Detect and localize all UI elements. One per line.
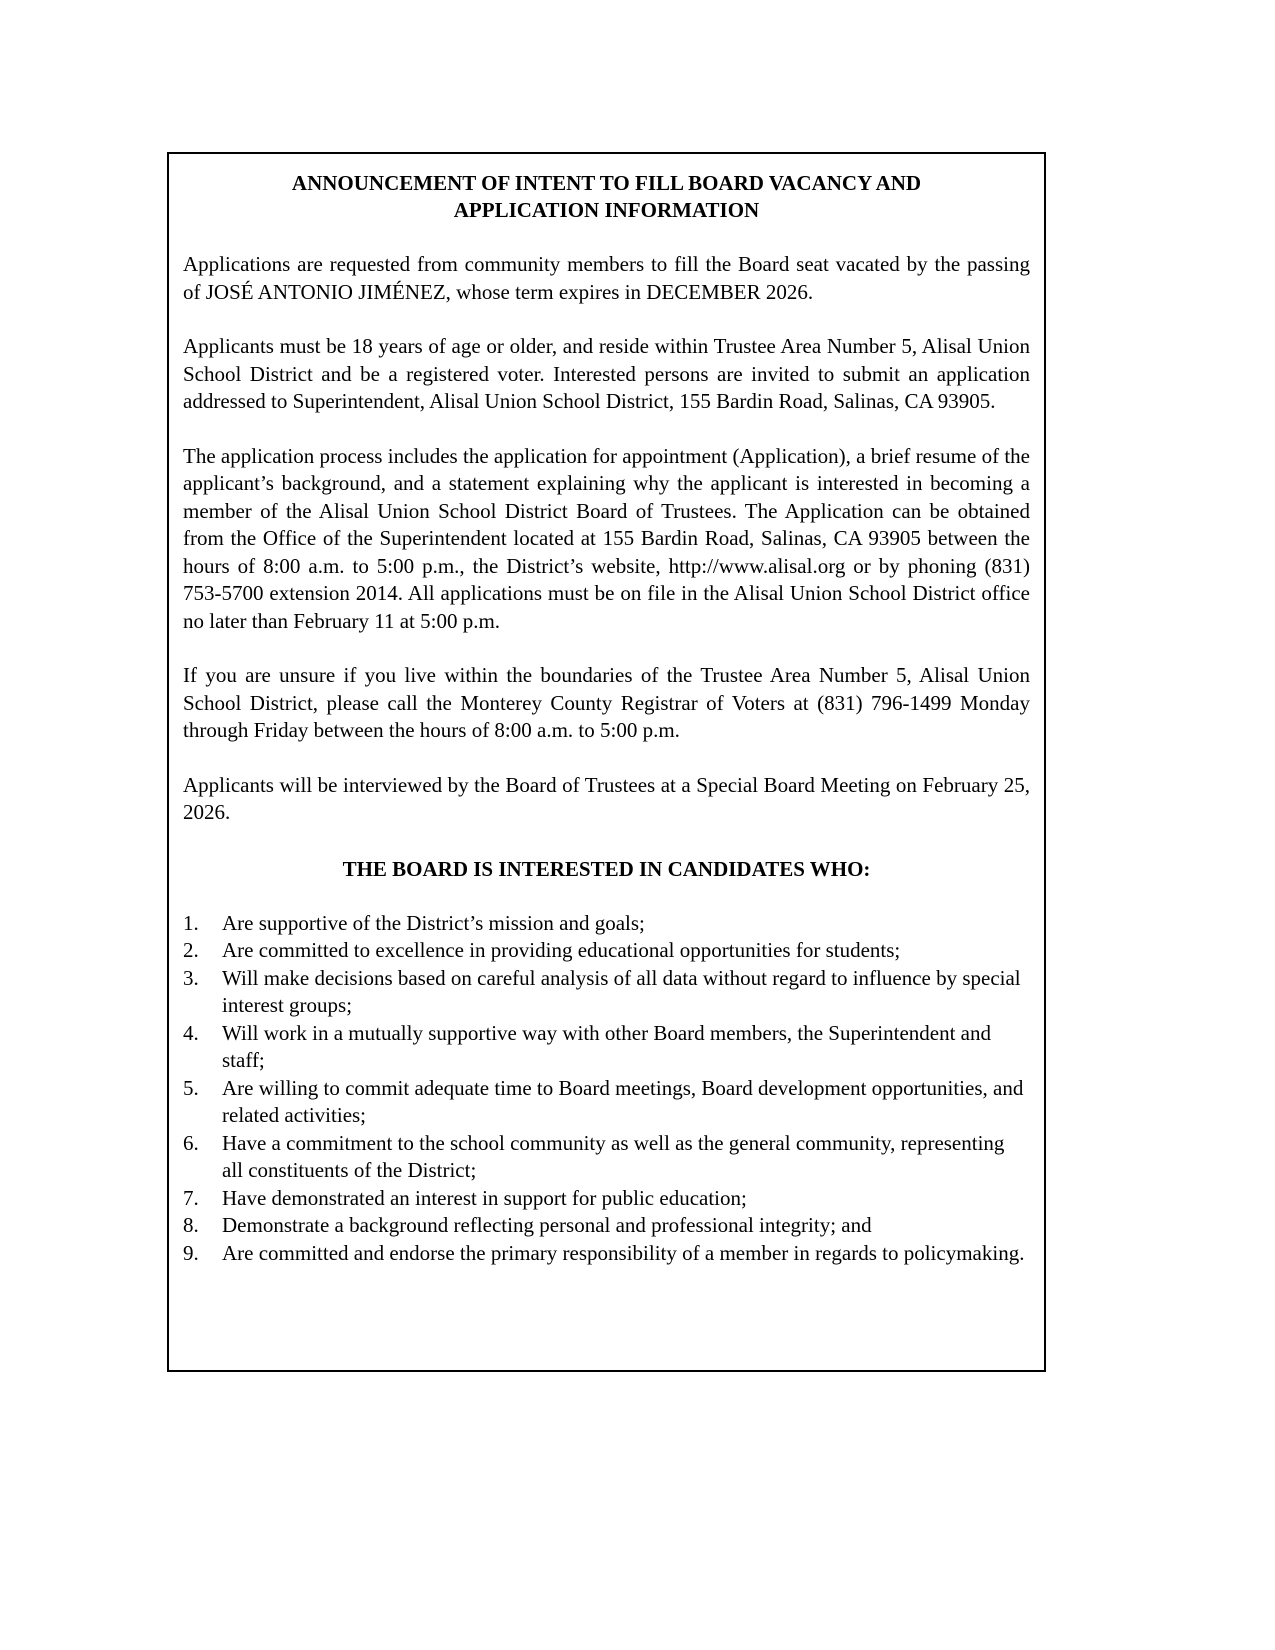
list-item-number: 4.	[183, 1020, 199, 1045]
list-item-number: 2.	[183, 938, 199, 962]
list-item-1	[183, 910, 1030, 938]
list-item-number: 6.	[183, 1130, 199, 1155]
list-item-5	[183, 1075, 1030, 1130]
list-item-text: Demonstrate a background reflecting personal and professional integrity; and	[222, 1213, 872, 1237]
list-item-text: Have demonstrated an interest in support for public education;	[222, 1185, 747, 1210]
paragraphs-container	[183, 251, 1030, 827]
list-item-text: Will work in a mutually supportive way with other Board members, the Superintendent and staff;	[222, 1020, 991, 1072]
list-item-number: 7.	[183, 1185, 199, 1210]
list-item-4	[183, 1020, 1030, 1075]
list-item-text: Have a commitment to the school community as well as the general community, representing all constituents of the District;	[222, 1130, 1005, 1182]
list-item-text: Are committed and endorse the primary responsibility of a member in regards to policymaking.	[222, 1240, 1025, 1265]
list-item-7	[183, 1185, 1030, 1213]
list-item-9	[183, 1240, 1030, 1268]
list-item-text: Will make decisions based on careful analysis of all data without regard to influence by special interest groups;	[222, 965, 1021, 1017]
list-item-number: 8.	[183, 1213, 199, 1237]
list-item-number: 1.	[183, 910, 199, 935]
announcement-box	[167, 152, 1046, 1372]
list-item-8	[183, 1212, 1030, 1240]
paragraph-4: If you are unsure if you live within the boundaries of the Trustee Area Number 5, Alisal Union School District, please call the Monterey County Registrar of Voters at (831) 796-1499 Monday through Friday between the hours of 8:00 a.m. to 5:00 p.m.	[183, 663, 1030, 742]
paragraph-5: Applicants will be interviewed by the Board of Trustees at a Special Board Meeting on February 25, 2026.	[183, 772, 1030, 824]
list-item-number: 9.	[183, 1240, 199, 1265]
paragraph-2: Applicants must be 18 years of age or older, and reside within Trustee Area Number 5, Alisal Union School District and be a registered voter. Interested persons are invited to submit an application addressed to Superintendent, Alisal Union School District, 155 Bardin Road, Salinas, CA 93905.	[183, 334, 1030, 413]
paragraph-3: The application process includes the application for appointment (Application), a brief resume of the applicant’s background, and a statement explaining why the applicant is interested in becoming a member of the Alisal Union School District Board of Trustees. The Application can be obtained from the Office of the Superintendent located at 155 Bardin Road, Salinas, CA 93905 between the hours of 8:00 a.m. to 5:00 p.m., the District’s website, http://www.alisal.org or by phoning (831) 753-5700 extension 2014. All applications must be on file in the Alisal Union School District office no later than February 11 at 5:00 p.m.	[183, 443, 1030, 633]
list-item-text: Are committed to excellence in providing educational opportunities for students;	[222, 938, 901, 962]
criteria-list	[183, 910, 1030, 1268]
list-item-text: Are willing to commit adequate time to Board meetings, Board development opportunities, and related activities;	[222, 1075, 1024, 1127]
document-title	[183, 170, 1030, 224]
list-item-6	[183, 1130, 1030, 1185]
list-item-number: 5.	[183, 1075, 199, 1100]
list-item-3	[183, 965, 1030, 1020]
list-item-text: Are supportive of the District’s mission and goals;	[222, 910, 645, 935]
list-item-number: 3.	[183, 965, 199, 990]
paragraph-1: Applications are requested from community members to fill the Board seat vacated by the passing of JOSÉ ANTONIO JIMÉNEZ, whose term expires in DECEMBER 2026.	[183, 252, 1030, 304]
list-item-2	[183, 937, 1030, 965]
section-heading: THE BOARD IS INTERESTED IN CANDIDATES WHO:	[342, 856, 871, 881]
document-title-line-1: ANNOUNCEMENT OF INTENT TO FILL BOARD VACANCY AND	[291, 171, 922, 195]
document-title-line-2: APPLICATION INFORMATION	[453, 198, 760, 222]
